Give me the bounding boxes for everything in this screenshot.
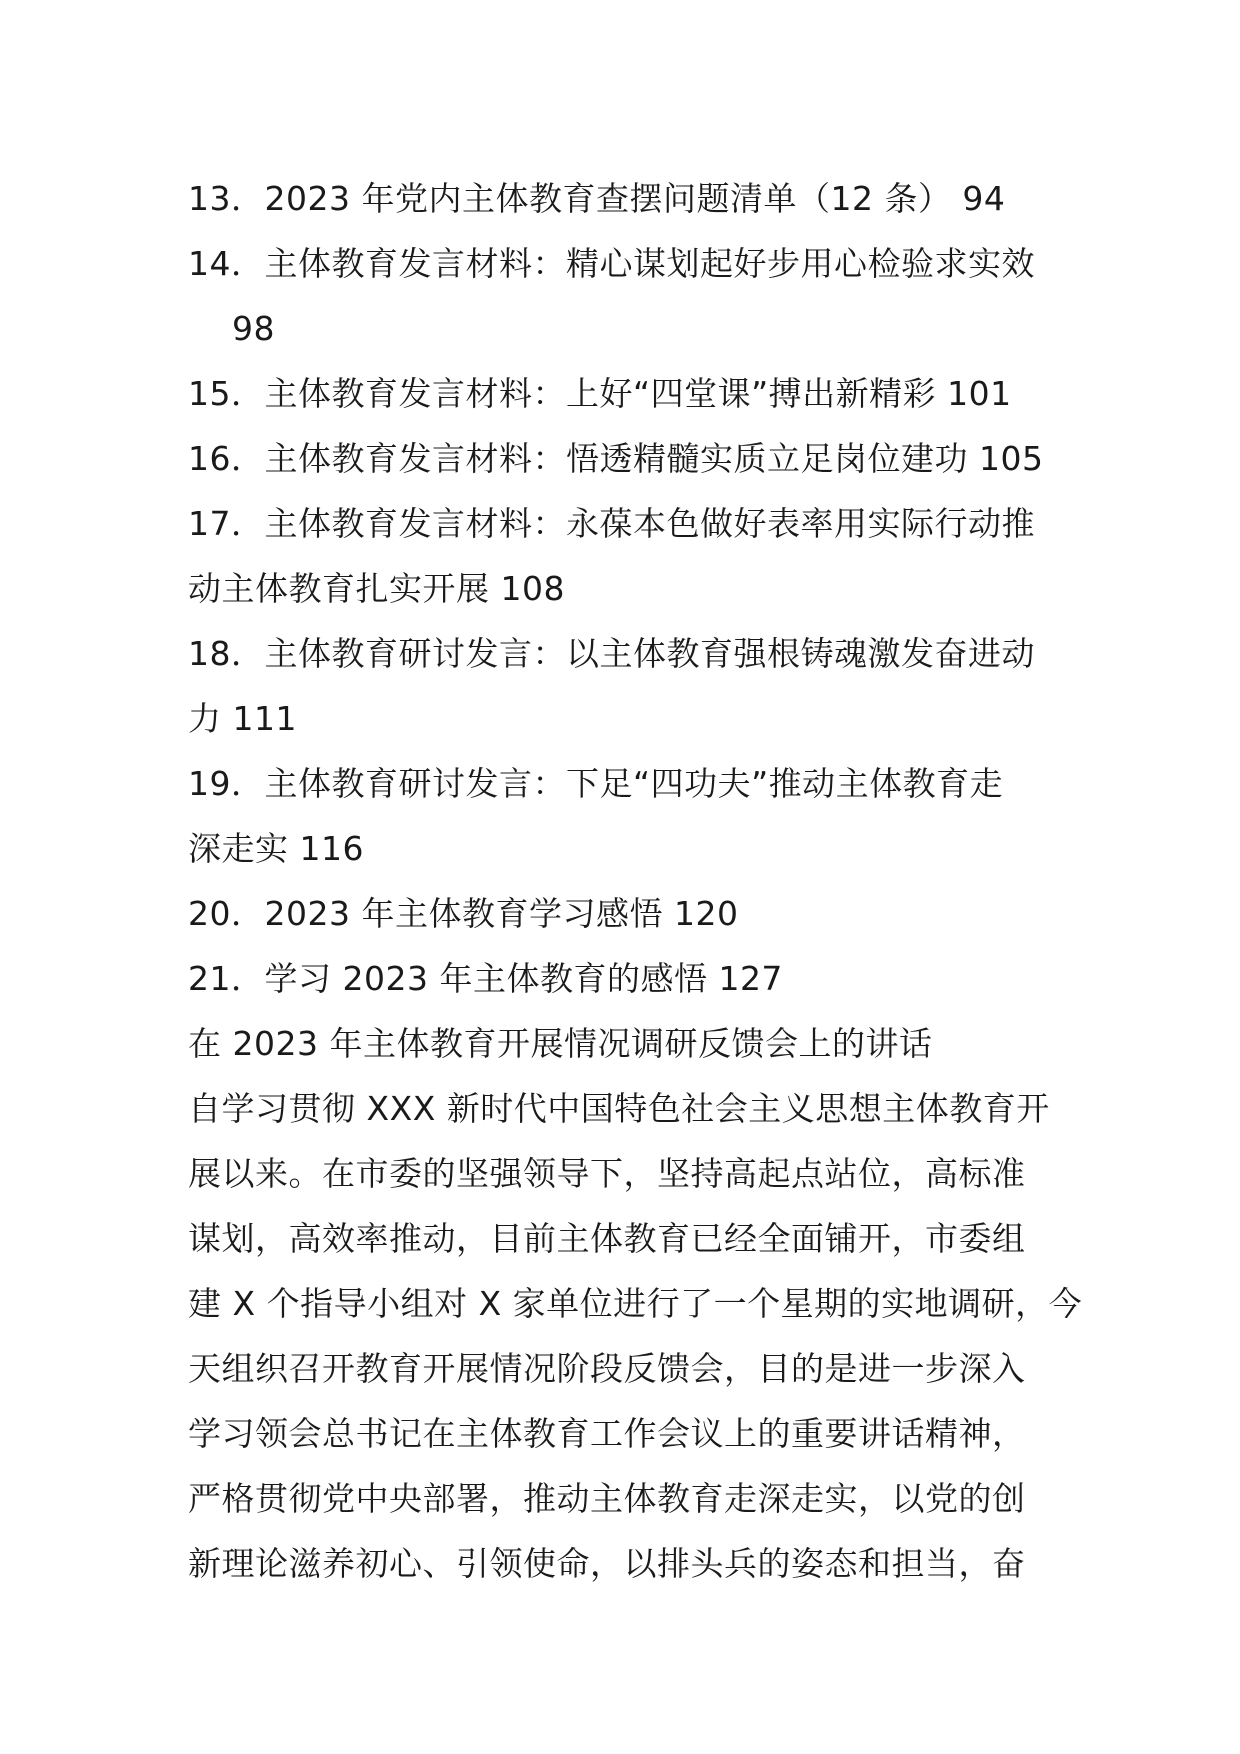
toc-item-13[interactable]: 13．2023 年党内主体教育查摆问题清单（12 条） 94 bbox=[188, 179, 1006, 218]
speech-line-5: 天组织召开教育开展情况阶段反馈会，目的是进一步深入 bbox=[188, 1349, 1026, 1388]
speech-line-6: 学习领会总书记在主体教育工作会议上的重要讲话精神， bbox=[188, 1414, 1026, 1453]
toc-item-18-cont: 力 111 bbox=[188, 699, 297, 738]
toc-item-17-cont: 动主体教育扎实开展 108 bbox=[188, 569, 565, 608]
toc-item-18[interactable]: 18．主体教育研讨发言：以主体教育强根铸魂激发奋进动 bbox=[188, 634, 1035, 673]
toc-item-17[interactable]: 17．主体教育发言材料：永葆本色做好表率用实际行动推 bbox=[188, 504, 1035, 543]
toc-item-15[interactable]: 15．主体教育发言材料：上好“四堂课”搏出新精彩 101 bbox=[188, 374, 1012, 413]
document-content bbox=[188, 166, 1083, 1596]
speech-title: 在 2023 年主体教育开展情况调研反馈会上的讲话 bbox=[188, 1024, 933, 1063]
speech-line-4: 建 X 个指导小组对 X 家单位进行了一个星期的实地调研，今 bbox=[188, 1284, 1083, 1323]
toc-item-19[interactable]: 19．主体教育研讨发言：下足“四功夫”推动主体教育走 bbox=[188, 764, 1004, 803]
toc-item-14[interactable]: 14．主体教育发言材料：精心谋划起好步用心检验求实效 bbox=[188, 244, 1035, 283]
speech-line-7: 严格贯彻党中央部署，推动主体教育走深走实，以党的创 bbox=[188, 1479, 1026, 1518]
speech-line-1: 自学习贯彻 XXX 新时代中国特色社会主义思想主体教育开 bbox=[188, 1089, 1050, 1128]
toc-item-21[interactable]: 21．学习 2023 年主体教育的感悟 127 bbox=[188, 959, 783, 998]
speech-line-2: 展以来。在市委的坚强领导下，坚持高起点站位，高标准 bbox=[188, 1154, 1026, 1193]
toc-item-20[interactable]: 20．2023 年主体教育学习感悟 120 bbox=[188, 894, 739, 933]
toc-item-16[interactable]: 16．主体教育发言材料：悟透精髓实质立足岗位建功 105 bbox=[188, 439, 1044, 478]
speech-line-3: 谋划，高效率推动，目前主体教育已经全面铺开，市委组 bbox=[188, 1219, 1026, 1258]
toc-item-14-page: 98 bbox=[232, 309, 275, 348]
toc-item-19-cont: 深走实 116 bbox=[188, 829, 364, 868]
speech-line-8: 新理论滋养初心、引领使命，以排头兵的姿态和担当，奋 bbox=[188, 1544, 1026, 1583]
